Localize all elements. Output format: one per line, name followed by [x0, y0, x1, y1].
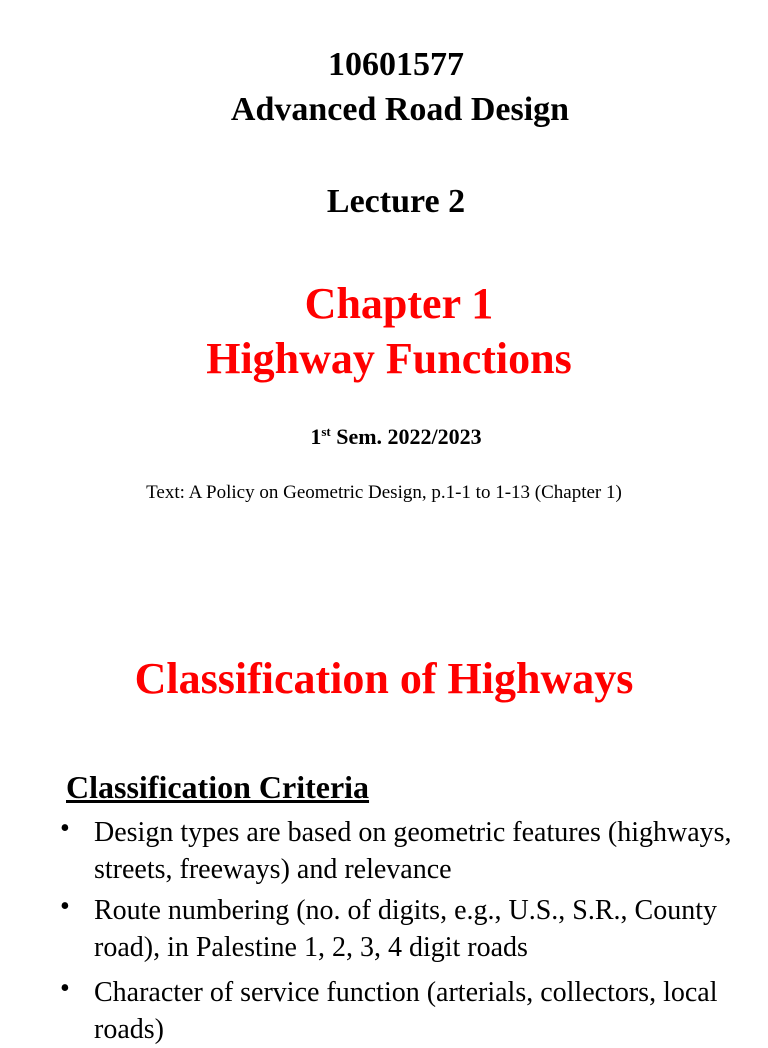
- semester-number: 1: [310, 424, 322, 449]
- bullet-text: Route numbering (no. of digits, e.g., U.S., S.R., County road), in Palestine 1, 2, 3, 4 digit roads: [94, 895, 717, 963]
- chapter-number: Chapter 1: [304, 279, 494, 328]
- semester-ordinal-suffix: st: [321, 424, 331, 439]
- bullet-icon: •: [60, 891, 70, 922]
- course-title: Advanced Road Design: [230, 91, 570, 128]
- bullet-icon: •: [60, 973, 70, 1004]
- semester-year: Sem. 2022/2023: [330, 424, 482, 449]
- text-reference: Text: A Policy on Geometric Design, p.1-1 to 1-13 (Chapter 1): [146, 482, 622, 503]
- slide-title: Classification of Highways: [134, 654, 634, 703]
- course-code: 10601577: [328, 46, 464, 83]
- list-item: [60, 891, 734, 966]
- chapter-name: Highway Functions: [206, 334, 572, 383]
- bullet-icon: •: [60, 813, 70, 844]
- semester: [12, 424, 768, 450]
- list-item: [60, 813, 734, 888]
- bullet-text: Character of service function (arterials, collectors, local roads): [94, 977, 718, 1045]
- list-item: [60, 973, 734, 1048]
- lecture-number: Lecture 2: [326, 183, 466, 220]
- criteria-heading: Classification Criteria: [66, 769, 370, 805]
- content-slide: [0, 570, 768, 1045]
- bullet-text: Design types are based on geometric features (highways, streets, freeways) and relevance: [94, 817, 732, 885]
